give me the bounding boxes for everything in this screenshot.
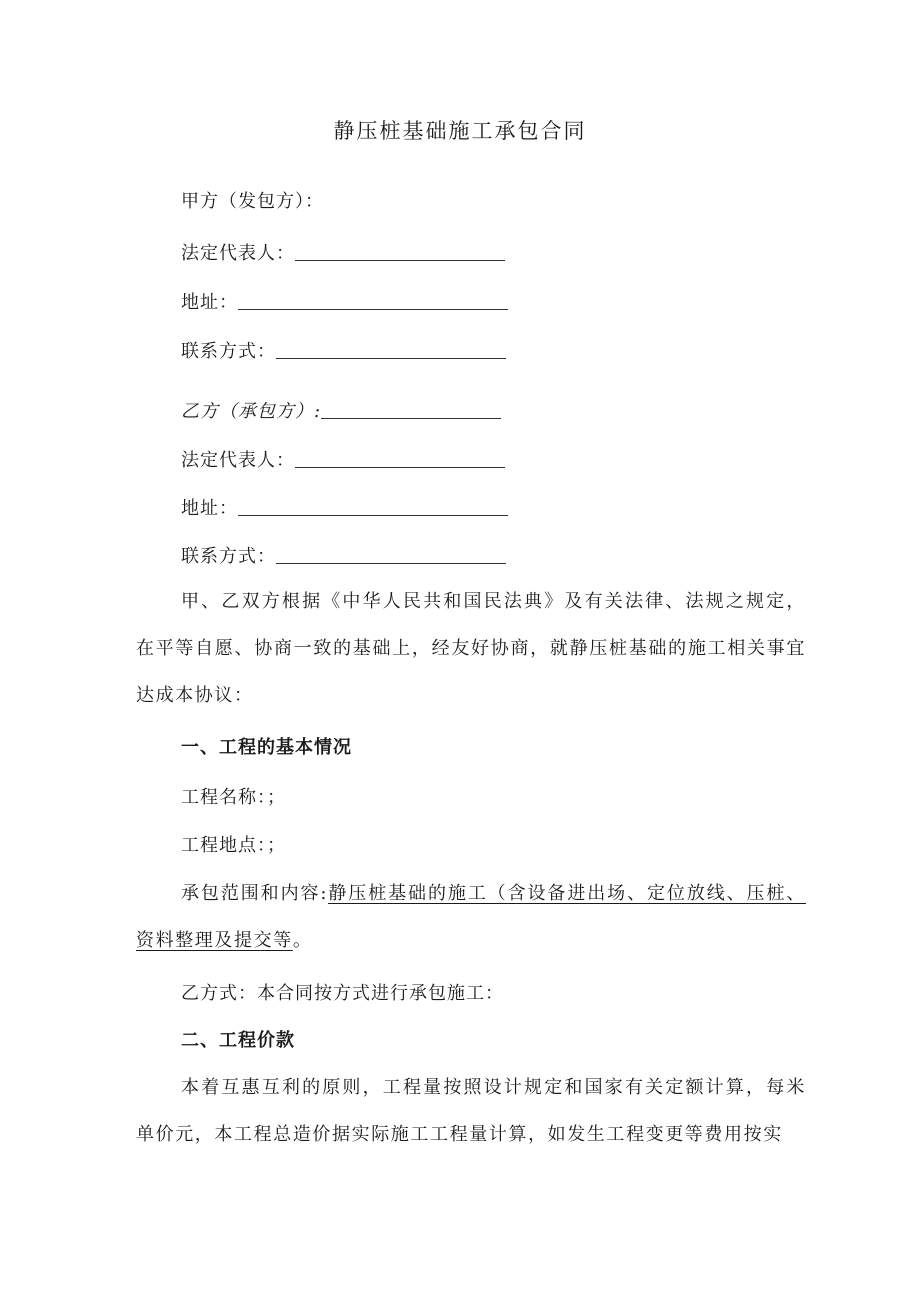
party-a-contact-blank [276,338,506,359]
party-b-rep-label: 法定代表人： [181,450,295,471]
party-b-heading-line [181,396,501,425]
party-a-heading [181,189,324,215]
pricing-paragraph: 本着互惠互利的原则，工程量按照设计规定和国家有关定额计算，每米单价元，本工程总造价据实际施工工程量计算，如发生工程变更等费用按实 [136,1077,806,1145]
party-a-address-label: 地址： [181,292,238,313]
party-b-rep-line [181,445,505,474]
document-title: 静压桩基础施工承包合同 [333,119,587,143]
party-b-rep-blank [295,447,505,468]
party-b-contact-line [181,541,506,570]
party-b-address-label: 地址： [181,498,238,519]
party-b-heading: 乙方（承包方）: [181,401,322,422]
scope-label: 承包范围和内容: [181,883,329,904]
scope-paragraph [136,870,806,964]
party-a-address-blank [238,289,508,310]
party-a-rep-blank [295,240,505,261]
project-location-line: 工程地点：； [181,835,286,856]
party-a-heading-text: 甲方（发包方）： [181,191,324,212]
party-a-rep-line [181,238,505,267]
party-a-contact-label: 联系方式： [181,341,276,362]
party-a-address-line [181,287,508,316]
party-b-address-blank [238,495,508,516]
party-b-contact-label: 联系方式： [181,546,276,567]
scope-value: 静压桩基础的施工（含设备进出场、定位放线、压桩、资料整理及提交等 [136,883,806,951]
party-a-rep-label: 法定代表人： [181,243,295,264]
party-b-address-line [181,493,508,522]
section2-heading: 二、工程价款 [181,1030,295,1051]
contract-method-line: 乙方式：本合同按方式进行承包施工： [181,983,504,1004]
project-name-line: 工程名称：； [181,787,286,808]
party-b-blank [321,398,501,419]
preamble-paragraph: 甲、乙双方根据《中华人民共和国民法典》及有关法律、法规之规定，在平等自愿、协商一致的基础上，经友好协商，就静压桩基础的施工相关事宜达成本协议： [136,591,806,706]
scope-end: 。 [292,930,313,951]
party-a-contact-line [181,336,506,365]
section1-heading: 一、工程的基本情况 [181,737,352,758]
party-b-contact-blank [276,543,506,564]
